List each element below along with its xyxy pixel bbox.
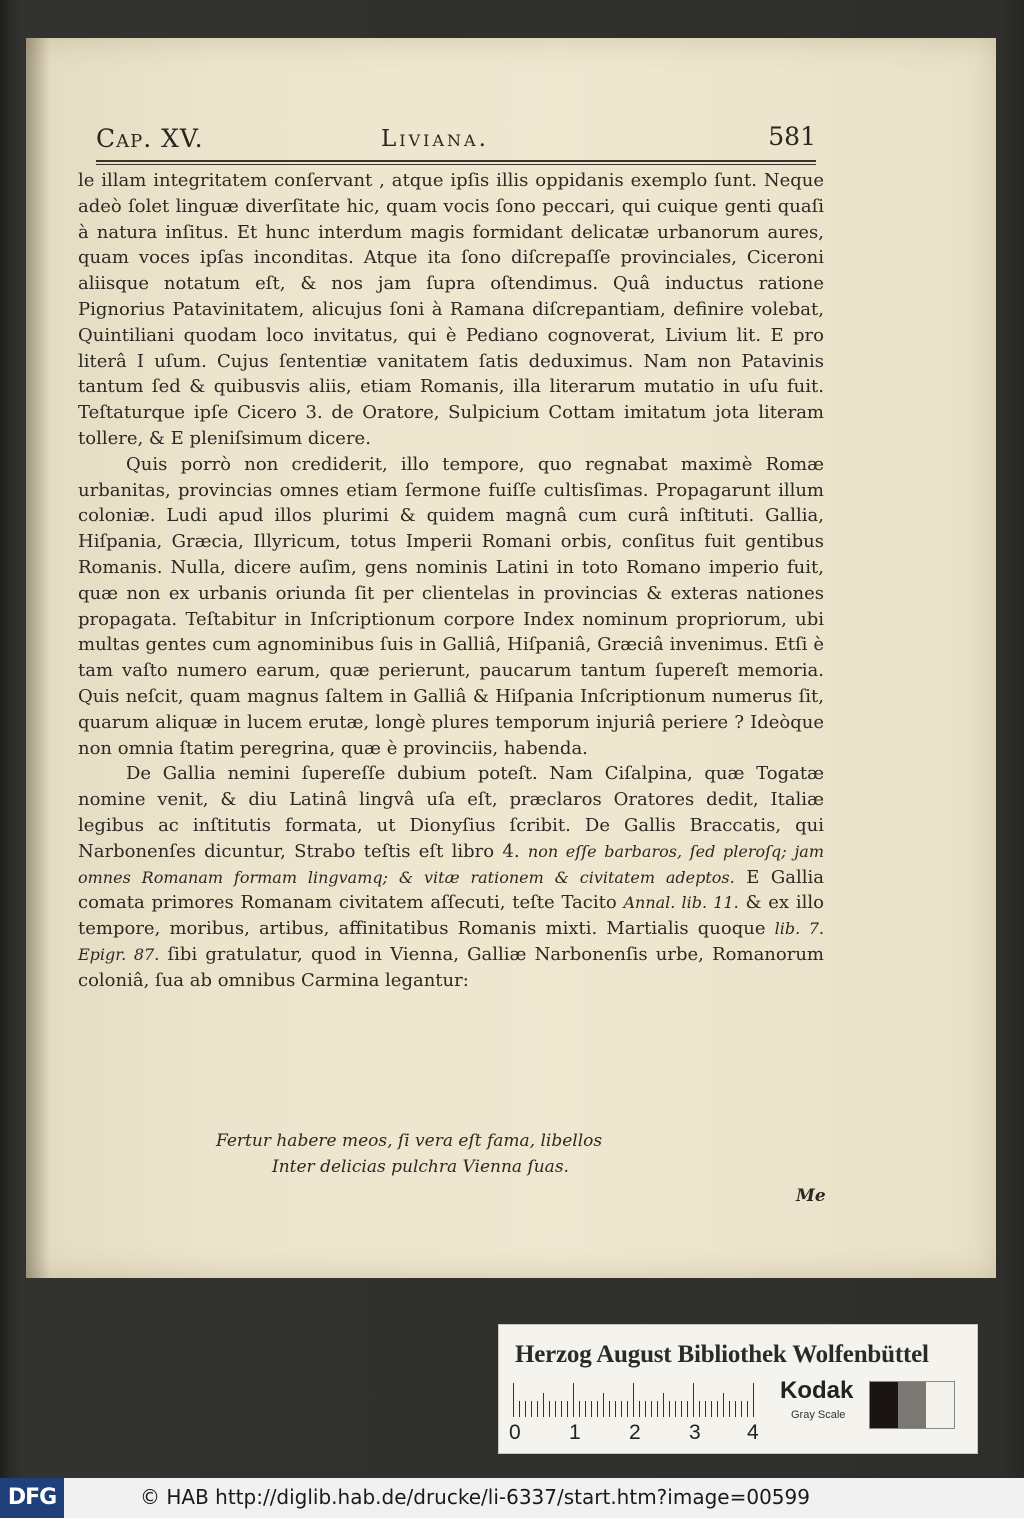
ruler-tick [603,1393,604,1417]
ruler-tick [669,1401,670,1417]
scale-ruler [513,1381,763,1417]
swatch-white [926,1382,954,1428]
paragraph-2: Quis porrò non crediderit, illo tempore, quo regnabat maximè Romæ urbanitas, provincias omnes etiam ſermone fuiſſe cultisſimas. Propagarunt illum coloniæ. Ludi apud illos plurimi & quidem magnâ cum curâ inſtituti. Gallia, Hiſpania, Græcia, Illyricum, totus Imperii Romani orbis, conſitus fuit gentibus Romanis. Nulla, dicere auſim, gens nominis Latini in toto Romano imperio fuit, quæ non ex urbanis oriunda ſit per clientelas in provincias & exteras nationes propagata. Teſtabitur in Inſcriptionum corpore Index nominum propriorum, ubi multas gentes cum agnominibus ſuis in Galliâ, Hiſpaniâ, Græciâ invenimus. Etſi è tam vaſto numero earum, quæ perierunt, paucarum tantum ſupereſt memoria. Quis neſcit, quam magnus ſaltem in Galliâ & Hiſpania Inſcriptionum numerus ſit, quarum aliquæ in lucem erutæ, longè plures temporum injuriâ periere ? Ideòque non omnia ſtatim peregrina, quæ è provinciis, habenda. [78,453,824,759]
verse-line-2: Inter delicias pulchra Vienna ſuas. [272,1157,569,1177]
ruler-label-1: 1 [569,1421,581,1444]
chapter-heading: Cap. XV. [96,124,204,153]
ruler-tick [687,1401,688,1417]
ruler-tick [543,1393,544,1417]
ruler-label-0: 0 [509,1421,521,1444]
swatch-black [870,1382,898,1428]
catchword: Me [796,1186,826,1206]
running-title: Liviana. [381,126,489,152]
ruler-tick [693,1383,694,1417]
paragraph-3-text-1: De Gallia nemini ſupereſſe dubium poteſt. Nam Ciſalpina, quæ Togatæ nomine venit, & diu Latinâ lingvâ uſa eſt, præclaros Oratores dedit, Italiæ legibus ac inſtitutis formata, ut Dionyſius ſcribit. De Gallis Braccatis, qui Narbonenſes dicuntur, Strabo teſtis eſt libro 4. [78,763,824,862]
paragraph-3-text-4: ſibi gratulatur, quod in Vienna, Galliæ Narbonenſis urbe, Romanorum coloniâ, ſua ab omnibus Carmina legantur: [78,943,824,991]
ruler-labels [507,1421,777,1447]
page-number: 581 [768,122,816,151]
credit-link[interactable]: © HAB http://diglib.hab.de/drucke/li-6337/start.htm?image=00599 [140,1485,810,1509]
footer-bar [0,1478,1024,1518]
ruler-tick [681,1401,682,1417]
library-name: Herzog August Bibliothek Wolfenbüttel [515,1341,929,1368]
color-calibration-card [498,1324,978,1454]
ruler-tick [735,1401,736,1417]
verse-line-1: Fertur habere meos, ſi vera eſt fama, libellos [216,1131,603,1151]
running-head [96,118,816,158]
paragraph-3 [78,761,824,993]
ruler-tick [657,1401,658,1417]
ruler-tick [561,1401,562,1417]
verse-quotation [146,1128,746,1180]
dfg-logo: DFG [0,1478,64,1518]
gray-swatch-strip [869,1381,955,1429]
ruler-label-2: 2 [629,1421,641,1444]
gray-scale-label: Gray Scale [791,1409,846,1421]
ruler-tick [549,1401,550,1417]
ruler-tick [705,1401,706,1417]
ruler-tick [663,1393,664,1417]
ruler-tick [633,1383,634,1417]
ruler-tick [639,1401,640,1417]
ruler-tick [609,1401,610,1417]
ruler-tick [579,1401,580,1417]
ruler-tick [597,1401,598,1417]
body-text [78,168,824,994]
ruler-tick [717,1401,718,1417]
ruler-tick [555,1401,556,1417]
ruler-tick [573,1383,574,1417]
tacitus-citation: Annal. lib. 11. [623,893,739,913]
ruler-tick [753,1383,754,1417]
ruler-tick [621,1401,622,1417]
paragraph-1: le illam integritatem conſervant , atque ipſis illis oppidanis exemplo ſunt. Neque adeò ſolet linguæ diverſitate hic, quam vocis ſono peccari, qui cuique genti quaſi à natura inſitus. Et hunc interdum magis formidant delicatæ urbanorum aures, quam voces ipſas inconditas. Atque ita ſono diſcrepaſſe provinciales, Ciceroni aliisque notatum eſt, & nos jam ſupra oſtendimus. Quâ inductus ratione Pignorius Patavinitatem, alicujus ſoni à Ramana diſcrepantiam, definire volebat, Quintiliani quodam loco invitatus, qui è Pediano cognoverat, Livium lit. E pro literâ I uſum. Cujus ſententiæ vanitatem ſatis deduximus. Nam non Patavinis tantum ſed & quibusvis aliis, etiam Romanis, illa literarum mutatio in uſu fuit. Teſtaturque ipſe Cicero 3. de Oratore, Sulpicium Cottam imitatum jota literam tollere, & E pleniſsimum dicere. [78,170,824,449]
ruler-tick [711,1401,712,1417]
ruler-tick [525,1401,526,1417]
ruler-tick [585,1401,586,1417]
ruler-tick [591,1401,592,1417]
martial-citation: lib. 7. Epigr. 87. [78,919,824,964]
ruler-tick [627,1401,628,1417]
ruler-tick [567,1401,568,1417]
ruler-label-4: 4 [747,1421,759,1444]
book-page [26,38,996,1278]
ruler-tick [747,1401,748,1417]
ruler-tick [729,1401,730,1417]
page-spine-shadow [26,38,50,1278]
ruler-tick [531,1401,532,1417]
ruler-tick [741,1401,742,1417]
paragraph-3-text-3: & ex illo tempore, moribus, artibus, affinitatibus Romanis mixti. Martialis quoque [78,892,824,940]
paragraph-3-text-2: E Gallia comata primores Romanam civitatem aſſecuti, teſte Tacito [78,866,824,914]
ruler-tick [699,1401,700,1417]
kodak-logo: Kodak [780,1377,854,1404]
ruler-tick [675,1401,676,1417]
ruler-tick [519,1401,520,1417]
strabo-quotation: non eſſe barbaros, ſed pleroſq; jam omnes Romanam formam lingvamq; & vitæ rationem & civitatem adeptos. [78,841,825,887]
ruler-tick [645,1401,646,1417]
ruler-tick [513,1383,514,1417]
ruler-tick [651,1401,652,1417]
swatch-gray [898,1382,926,1428]
ruler-tick [723,1393,724,1417]
ruler-label-3: 3 [689,1421,701,1444]
ruler-tick [537,1401,538,1417]
head-rule [96,160,816,165]
ruler-tick [615,1401,616,1417]
